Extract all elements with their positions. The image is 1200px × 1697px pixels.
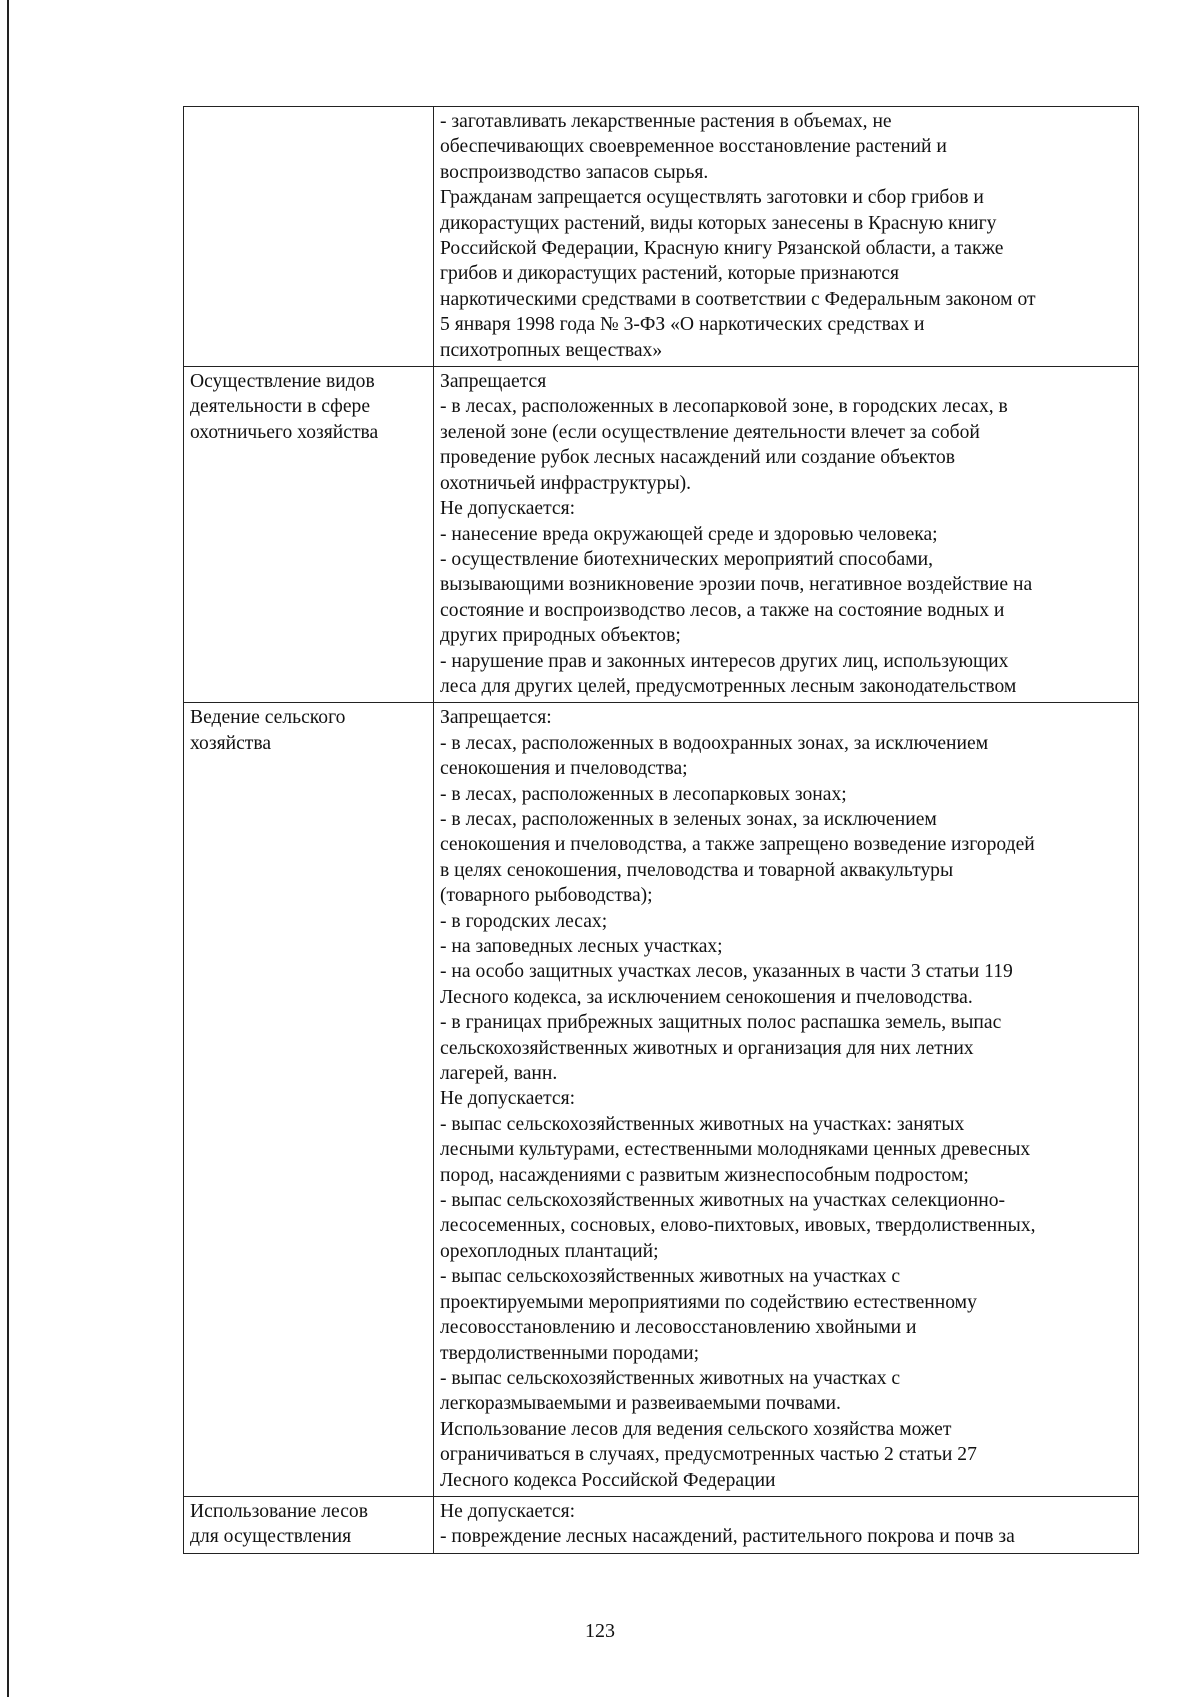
activity-line: хозяйства	[190, 732, 272, 754]
rule-line: - в лесах, расположенных в лесопарковых зонах;	[440, 783, 847, 805]
rule-line: леса для других целей, предусмотренных лесным законодательством	[440, 675, 1017, 697]
table-row	[184, 107, 1139, 367]
rule-line: Лесного кодекса Российской Федерации	[440, 1469, 776, 1491]
activity-line: охотничьего хозяйства	[190, 421, 379, 443]
rule-line: - на особо защитных участках лесов, указанных в части 3 статьи 119	[440, 961, 1013, 983]
rule-line: лагерей, ванн.	[440, 1063, 558, 1085]
rules-cell	[434, 367, 1139, 703]
rules-cell	[434, 703, 1139, 1497]
rule-line: орехоплодных плантаций;	[440, 1240, 659, 1262]
rule-line: - нарушение прав и законных интересов других лиц, использующих	[440, 650, 1009, 672]
rule-line: - выпас сельскохозяйственных животных на участках селекционно-	[440, 1190, 1006, 1212]
rule-line: - в лесах, расположенных в зеленых зонах, за исключением	[440, 808, 937, 830]
rule-line: пород, насаждениями с развитым жизнеспособным подростом;	[440, 1164, 969, 1186]
activity-line: деятельности в сфере	[190, 396, 371, 418]
rule-line: психотропных веществах»	[440, 339, 663, 361]
rule-line: воспроизводство запасов сырья.	[440, 161, 709, 183]
rule-line: охотничьей инфраструктуры).	[440, 472, 692, 494]
activity-cell	[184, 703, 434, 1497]
rule-line: состояние и воспроизводство лесов, а также на состояние водных и	[440, 599, 1005, 621]
rule-line: - осуществление биотехнических мероприятий способами,	[440, 548, 934, 570]
rules-cell	[434, 107, 1139, 367]
left-margin-line	[7, 0, 9, 1697]
rule-line: лесосеменных, сосновых, елово-пихтовых, ивовых, твердолиственных,	[440, 1215, 1036, 1237]
rule-line: - в границах прибрежных защитных полос распашка земель, выпас	[440, 1012, 1002, 1034]
rule-line: Российской Федерации, Красную книгу Рязанской области, а также	[440, 238, 1004, 260]
table-row	[184, 367, 1139, 703]
rule-line: твердолиственными породами;	[440, 1342, 700, 1364]
table-row	[184, 703, 1139, 1497]
rule-line: Использование лесов для ведения сельского хозяйства может	[440, 1418, 952, 1440]
rule-line: грибов и дикорастущих растений, которые признаются	[440, 263, 899, 285]
rule-line: вызывающими возникновение эрозии почв, негативное воздействие на	[440, 574, 1033, 596]
activity-cell	[184, 367, 434, 703]
rule-line: - нанесение вреда окружающей среде и здоровью человека;	[440, 523, 938, 545]
rule-line: Не допускается:	[440, 498, 576, 520]
rule-line: легкоразмываемыми и развеиваемыми почвами.	[440, 1393, 841, 1415]
rule-line: сенокошения и пчеловодства, а также запрещено возведение изгородей	[440, 834, 1035, 856]
page-number: 123	[585, 1620, 615, 1642]
rules-cell	[434, 1496, 1139, 1553]
rule-line: Лесного кодекса, за исключением сенокошения и пчеловодства.	[440, 986, 973, 1008]
activity-cell	[184, 1496, 434, 1553]
rule-line: - выпас сельскохозяйственных животных на участках с	[440, 1266, 901, 1288]
rule-line: - в лесах, расположенных в лесопарковой зоне, в городских лесах, в	[440, 396, 1008, 418]
rule-line: проектируемыми мероприятиями по содействию естественному	[440, 1291, 977, 1313]
table-row	[184, 1496, 1139, 1553]
rule-line: - в лесах, расположенных в водоохранных зонах, за исключением	[440, 732, 989, 754]
activity-line: для осуществления	[190, 1526, 352, 1548]
rule-line: лесовосстановлению и лесовосстановлению хвойными и	[440, 1317, 917, 1339]
rule-line: дикорастущих растений, виды которых занесены в Красную книгу	[440, 212, 997, 234]
rule-line: Запрещается:	[440, 707, 552, 729]
rule-line: - на заповедных лесных участках;	[440, 936, 723, 957]
rule-line: - повреждение лесных насаждений, растительного покрова и почв за	[440, 1526, 1015, 1548]
restrictions-table	[183, 106, 1139, 1554]
activity-line: Осуществление видов	[190, 371, 375, 393]
rule-line: в целях сенокошения, пчеловодства и товарной аквакультуры	[440, 859, 954, 881]
rule-line: зеленой зоне (если осуществление деятельности влечет за собой	[440, 421, 980, 443]
table-body	[184, 107, 1139, 1554]
rule-line: сенокошения и пчеловодства;	[440, 758, 688, 780]
rule-line: ограничиваться в случаях, предусмотренных частью 2 статьи 27	[440, 1444, 977, 1466]
rule-line: проведение рубок лесных насаждений или создание объектов	[440, 447, 956, 469]
rule-line: Гражданам запрещается осуществлять заготовки и сбор грибов и	[440, 187, 984, 209]
rule-line: других природных объектов;	[440, 625, 681, 647]
rule-line: Не допускается:	[440, 1088, 576, 1110]
rule-line: (товарного рыбоводства);	[440, 885, 653, 907]
activity-line: Ведение сельского	[190, 707, 346, 729]
rule-line: сельскохозяйственных животных и организация для них летних	[440, 1037, 974, 1059]
rule-line: - выпас сельскохозяйственных животных на участках: занятых	[440, 1113, 965, 1135]
rule-line: - выпас сельскохозяйственных животных на участках с	[440, 1367, 901, 1389]
activity-line: Использование лесов	[190, 1500, 368, 1522]
activity-cell	[184, 107, 434, 367]
rule-line: лесными культурами, естественными молодняками ценных древесных	[440, 1139, 1031, 1161]
rule-line: Запрещается	[440, 371, 547, 393]
rule-line: Не допускается:	[440, 1500, 576, 1522]
rule-line: 5 января 1998 года № 3-ФЗ «О наркотических средствах и	[440, 314, 925, 336]
rule-line: - заготавливать лекарственные растения в объемах, не	[440, 111, 892, 132]
rule-line: наркотическими средствами в соответствии с Федеральным законом от	[440, 288, 1036, 310]
rule-line: - в городских лесах;	[440, 910, 608, 932]
rule-line: обеспечивающих своевременное восстановление растений и	[440, 136, 947, 158]
